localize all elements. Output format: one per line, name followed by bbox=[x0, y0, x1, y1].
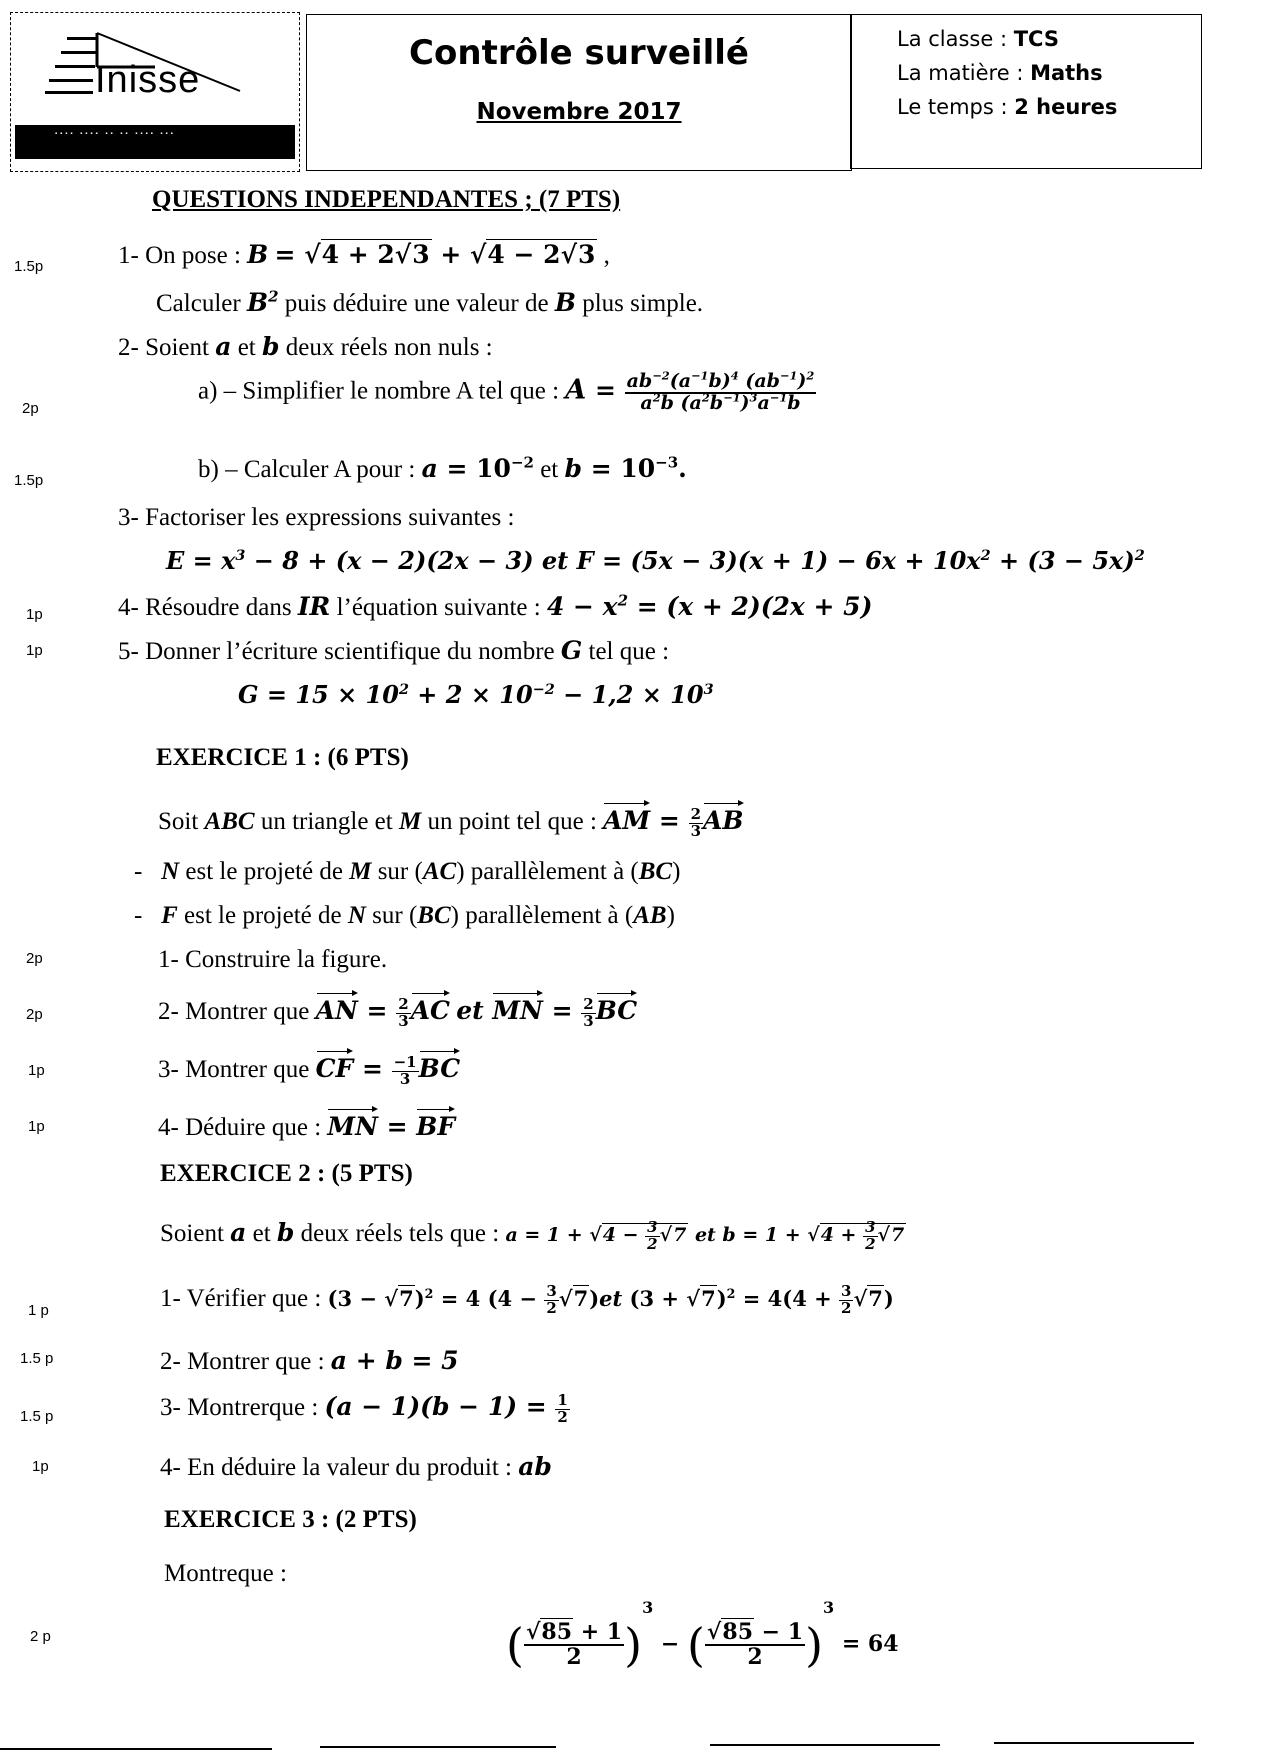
question-5-expression: $G = 15 \times 10^2 + 2 \times 10^{-2} - 1,2 \times 10^3$ bbox=[238, 680, 714, 709]
points-q4: 1p bbox=[26, 606, 43, 623]
ex1-item-4: 4- Déduire que : MN = BF bbox=[158, 1106, 455, 1142]
points-ex2-4: 1p bbox=[32, 1458, 49, 1475]
question-2b: b) – Calculer A pour : $a = 10^{-2}$ et $b = 10^{-3}$. bbox=[198, 453, 687, 483]
footer-line bbox=[994, 1742, 1194, 1744]
footer-line bbox=[0, 1748, 272, 1750]
question-1: 1- On pose : B = √4 + 2√3 + √4 − 2√3 , bbox=[118, 240, 610, 269]
points-ex2-1: 1 p bbox=[28, 1302, 49, 1319]
title-box bbox=[306, 14, 852, 171]
points-q2b: 1.5p bbox=[14, 472, 44, 489]
footer-line bbox=[710, 1744, 940, 1746]
logo-box bbox=[10, 12, 300, 172]
section-title-ex2: EXERCICE 2 : (5 PTS) bbox=[160, 1160, 413, 1187]
section-title-ex3: EXERCICE 3 : (2 PTS) bbox=[164, 1506, 417, 1533]
ex1-intro: Soit ABC un triangle et M un point tel que : AM = $\frac{2}{3}$ AB bbox=[158, 800, 744, 840]
ex2-item-4: 4- En déduire la valeur du produit : ab bbox=[160, 1452, 552, 1481]
section-title-questions: QUESTIONS INDEPENDANTES ; (7 PTS) bbox=[152, 186, 621, 213]
question-3: 3- Factoriser les expressions suivantes : bbox=[118, 504, 515, 531]
footer-line bbox=[320, 1746, 556, 1748]
ex3-expression: ( $\frac{√85 + 1}{2}$ )$^3$ − ( $\frac{√85 - 1}{2}$ )$^3$ = 64 bbox=[506, 1598, 899, 1672]
points-q5: 1p bbox=[26, 642, 43, 659]
points-q2a: 2p bbox=[22, 400, 39, 417]
logo-banner bbox=[15, 125, 295, 159]
ex2-item-1: 1- Vérifier que : $(3 - √7)^2 = 4$ (4 − $\frac{3}{2}$ √7)et $(3 + √7)^2 = 4(4$ + $\frac{3}{2}$ √7) bbox=[160, 1282, 894, 1317]
points-ex1-4: 1p bbox=[28, 1118, 45, 1135]
question-4: 4- Résoudre dans IR l’équation suivante : $4 - x^2 = (x + 2)(2x + 5)$ bbox=[118, 591, 873, 621]
ex1-bullet-1: - N est le projeté de M sur (AC) parallèlement à (BC) bbox=[134, 858, 681, 885]
points-q1: 1.5p bbox=[14, 258, 44, 275]
question-2: 2- Soient a et b deux réels non nuls : bbox=[118, 332, 493, 361]
subject-info: La matière : Maths bbox=[897, 61, 1103, 85]
section-title-ex1: EXERCICE 1 : (6 PTS) bbox=[156, 744, 409, 771]
question-5: 5- Donner l’écriture scientifique du nombre G tel que : bbox=[118, 636, 670, 665]
logo-name: Inisse bbox=[95, 59, 201, 101]
logo-stripe bbox=[55, 65, 95, 68]
points-ex1-2: 2p bbox=[26, 1006, 43, 1023]
class-info: La classe : TCS bbox=[897, 27, 1059, 51]
points-ex2-3: 1.5 p bbox=[20, 1408, 54, 1425]
points-ex1-3: 1p bbox=[28, 1062, 45, 1079]
ex1-bullet-2: - F est le projeté de N sur (BC) parallèlement à (AB) bbox=[134, 902, 675, 929]
ex1-item-1: 1- Construire la figure. bbox=[158, 946, 388, 973]
logo-stripe bbox=[67, 37, 97, 40]
logo-stripe bbox=[45, 91, 93, 94]
question-3-expressions: $E = x^3 - 8 + (x - 2)(2x - 3)$ et $F = (5x - 3)(x + 1) - 6x + 10x^2 + (3 - 5x)^2$ bbox=[166, 546, 1145, 575]
points-ex3: 2 p bbox=[30, 1628, 51, 1645]
logo-stripe bbox=[49, 79, 93, 82]
ex3-intro: Montreque : bbox=[164, 1560, 287, 1587]
duration-info: Le temps : 2 heures bbox=[897, 95, 1118, 119]
question-1-line2: Calculer $B^2$ puis déduire une valeur de B plus simple. bbox=[156, 287, 704, 317]
question-2a: a) – Simplifier le nombre A tel que : A = $\frac{ab^{-2}(a^{-1}b)^4 (ab^{-1})^2}{a^2b (a^2b^{-1})^3a^{-1}b}$ bbox=[198, 368, 815, 414]
page-subtitle: Novembre 2017 bbox=[476, 99, 682, 125]
points-ex1-1: 2p bbox=[26, 950, 43, 967]
logo-tagline: ▪▪▪▪ ▪▪▪▪ ▪▪ ▪▪ ▪▪▪▪ ▪▪▪ bbox=[55, 131, 176, 137]
ex1-item-3: 3- Montrer que CF = $\frac{-1}{3}$ BC bbox=[158, 1048, 460, 1088]
logo-stripe bbox=[61, 51, 97, 54]
info-box bbox=[850, 14, 1202, 169]
ex2-item-2: 2- Montrer que : a + b = 5 bbox=[160, 1346, 459, 1375]
page-title: Contrôle surveillé bbox=[409, 33, 749, 73]
points-ex2-2: 1.5 p bbox=[20, 1350, 54, 1367]
ex2-item-3: 3- Montrerque : (a − 1)(b − 1) = $\frac{1}{2}$ bbox=[160, 1391, 568, 1426]
ex1-item-2: 2- Montrer que AN = $\frac{2}{3}$ AC et MN = $\frac{2}{3}$ BC bbox=[158, 990, 637, 1030]
ex2-intro: Soient a et b deux réels tels que : a = 1 + √4 − $\frac{3}{2}$ √7 et b = 1 + √4 + $\frac{3}{2}$ √7 bbox=[160, 1217, 905, 1253]
